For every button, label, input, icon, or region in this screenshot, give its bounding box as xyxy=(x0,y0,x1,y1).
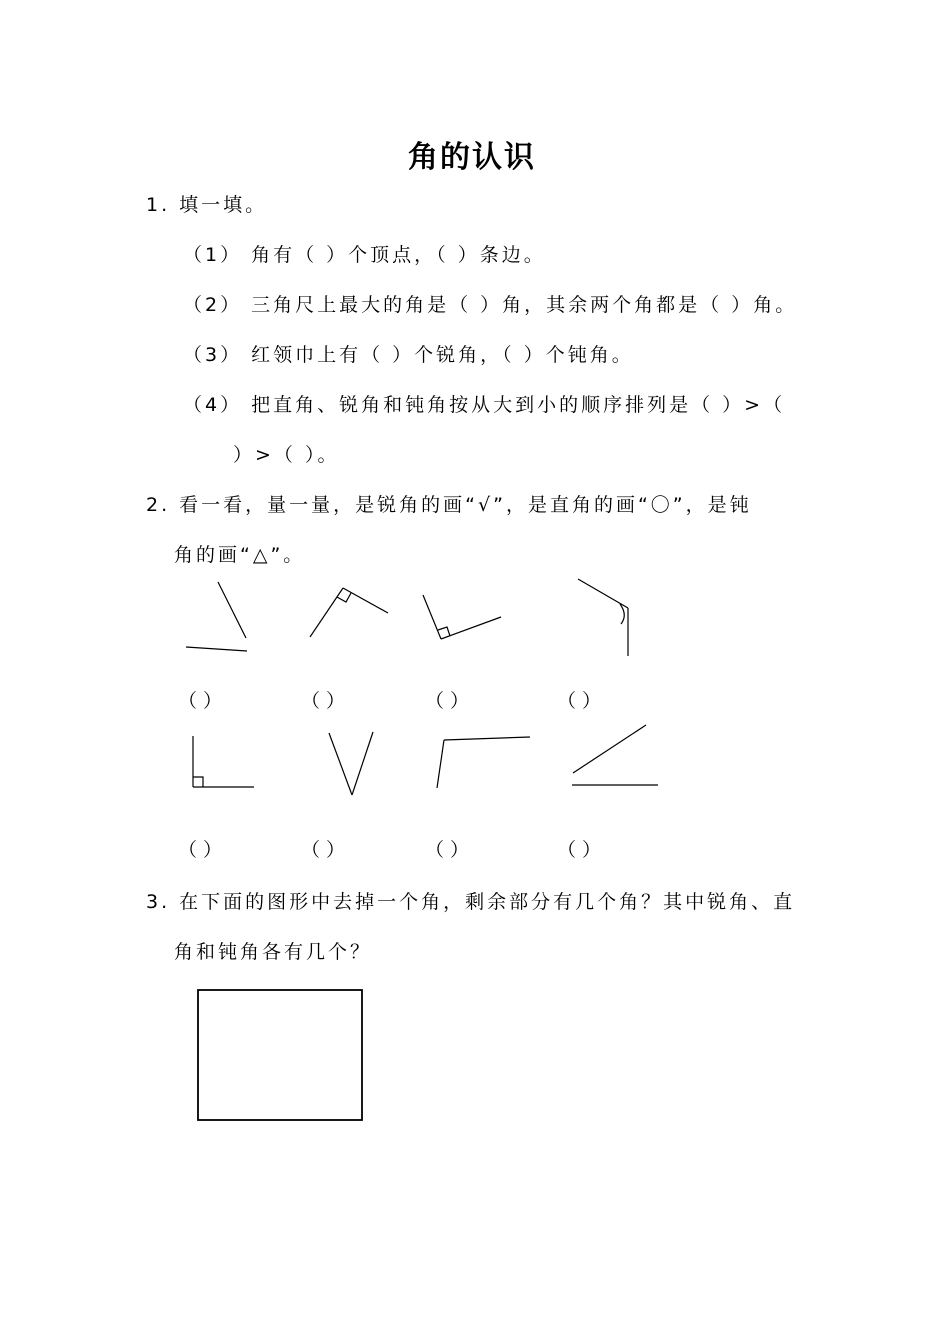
answer-blank-6[interactable]: （ ） xyxy=(301,839,346,861)
q1-item-2: （2） 三角尺上最大的角是（ ）角，其余两个角都是（ ）角。 xyxy=(183,294,798,316)
q2-line-2: 角的画“△”。 xyxy=(174,544,306,566)
page-title: 角的认识 xyxy=(408,140,536,175)
q1-heading: 1. 填一填。 xyxy=(146,194,268,216)
q3-line-2: 角和钝角各有几个？ xyxy=(174,941,373,963)
answer-blank-7[interactable]: （ ） xyxy=(425,839,470,861)
q3-line-1: 3. 在下面的图形中去掉一个角，剩余部分有几个角？其中锐角、直 xyxy=(146,891,796,913)
q1-item-3: （3） 红领巾上有（ ）个锐角，（ ）个钝角。 xyxy=(183,344,634,366)
answer-blank-1[interactable]: （ ） xyxy=(178,690,223,712)
answer-blank-8[interactable]: （ ） xyxy=(557,839,602,861)
answer-blank-2[interactable]: （ ） xyxy=(301,690,346,712)
answer-blank-3[interactable]: （ ） xyxy=(425,690,470,712)
q2-line-1: 2. 看一看，量一量，是锐角的画“√”，是直角的画“〇”，是钝 xyxy=(146,494,752,516)
q1-item-1: （1） 角有（ ）个顶点，（ ）条边。 xyxy=(183,244,546,266)
answer-blank-4[interactable]: （ ） xyxy=(557,690,602,712)
answer-blank-5[interactable]: （ ） xyxy=(178,839,223,861)
q1-item-4: （4） 把直角、锐角和钝角按从大到小的顺序排列是（ ）>（ xyxy=(183,394,786,416)
q1-item-4-cont: ）>（ ）。 xyxy=(233,444,340,466)
